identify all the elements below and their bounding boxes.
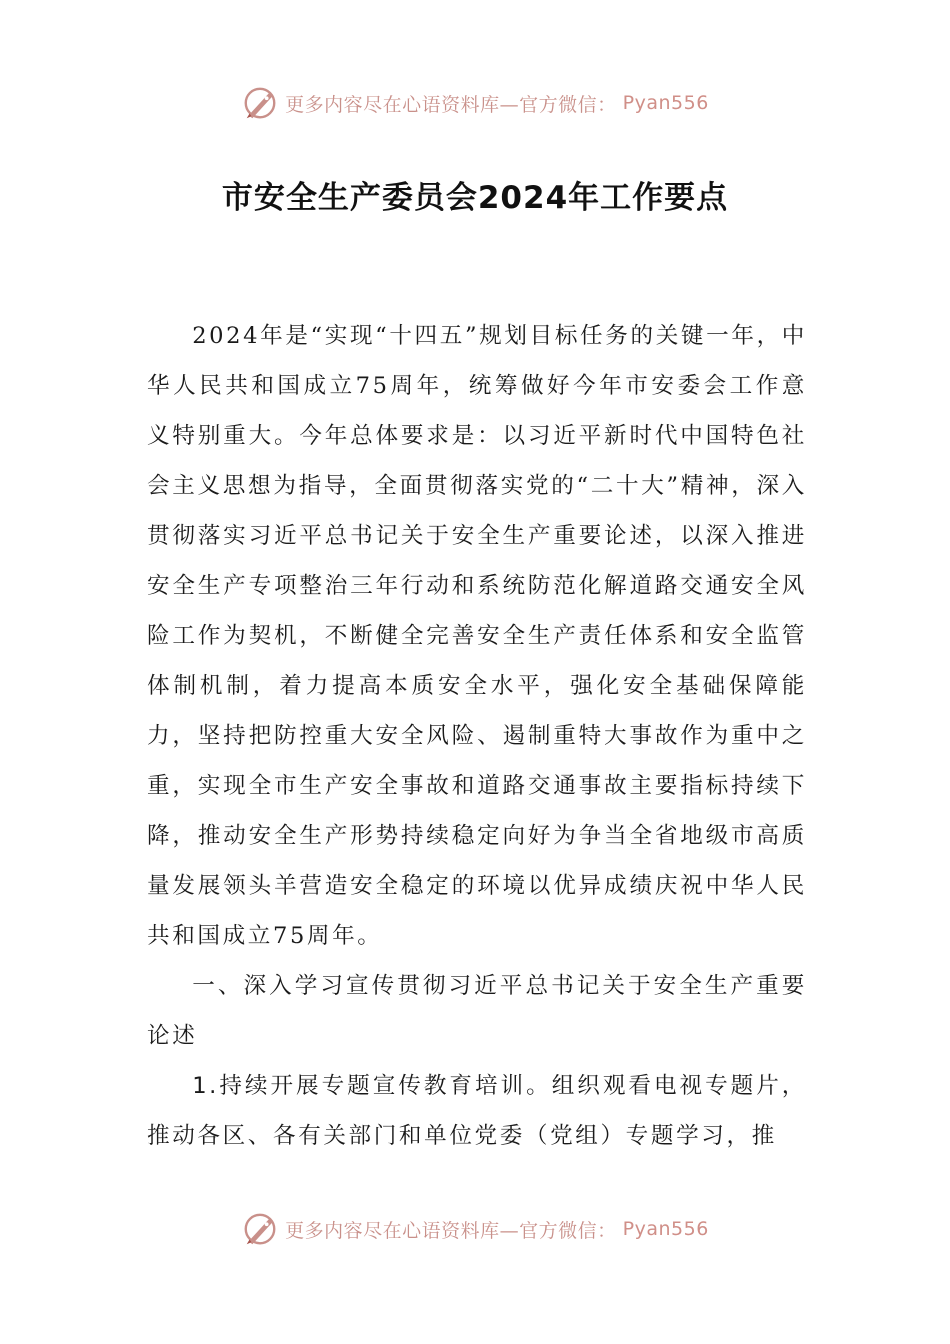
item-title: 1.持续开展专题宣传教育培训。 bbox=[192, 1073, 552, 1099]
pen-circle-icon bbox=[241, 1210, 279, 1248]
section-heading: 一、深入学习宣传贯彻习近平总书记关于安全生产重要论述 bbox=[147, 973, 807, 1049]
item-body: 组织观看电视专题片，推动各区、各有关部门和单位党委（党组）专题学习，推 bbox=[147, 1073, 808, 1149]
watermark-text: 更多内容尽在心语资料库—官方微信： bbox=[285, 1219, 617, 1242]
watermark-header bbox=[0, 84, 950, 122]
watermark-text: 更多内容尽在心语资料库—官方微信： bbox=[285, 93, 617, 116]
watermark-contact: Pyan556 bbox=[622, 92, 709, 114]
watermark-contact: Pyan556 bbox=[622, 1218, 709, 1240]
intro-paragraph: 2024年是“实现“十四五”规划目标任务的关键一年，中华人民共和国成立75周年，统筹做好今年市安委会工作意义特别重大。今年总体要求是：以习近平新时代中国特色社会主义思想为指导，全面贯彻落实党的“二十大”精神，深入贯彻落实习近平总书记关于安全生产重要论述，以深入推进安全生产专项整治三年行动和系统防范化解道路交通安全风险工作为契机，不断健全完善安全生产责任体系和安全监管体制机制，着力提高本质安全水平，强化安全基础保障能力，坚持把防控重大安全风险、遏制重特大事故作为重中之重，实现全市生产安全事故和道路交通事故主要指标持续下降，推动安全生产形势持续稳定向好为争当全省地级市高质量发展领头羊营造安全稳定的环境以优异成绩庆祝中华人民共和国成立75周年。 bbox=[147, 323, 807, 949]
document-title: 市安全生产委员会2024年工作要点 bbox=[221, 180, 729, 216]
document-body bbox=[147, 311, 807, 1161]
item-paragraph bbox=[147, 1061, 807, 1161]
watermark-footer bbox=[0, 1210, 950, 1248]
pen-circle-icon bbox=[241, 84, 279, 122]
